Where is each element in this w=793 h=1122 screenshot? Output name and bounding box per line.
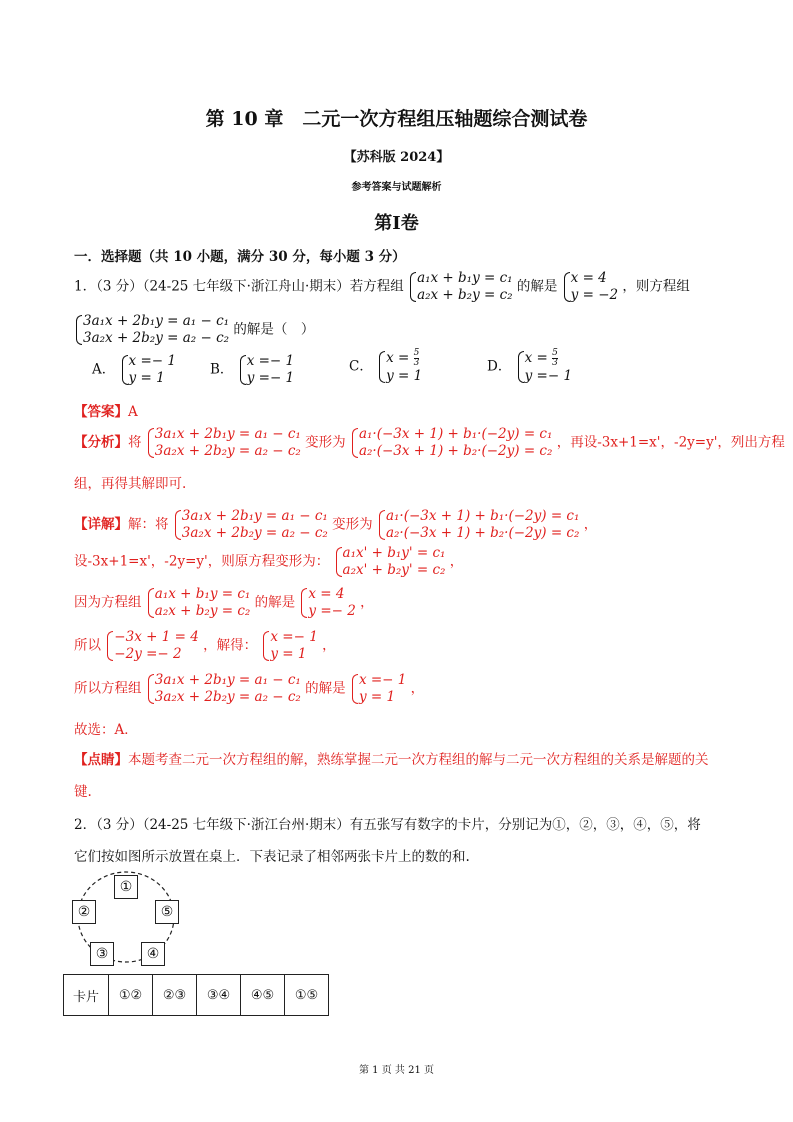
card-4: ④ xyxy=(141,942,165,966)
table-cell: ①⑤ xyxy=(285,975,329,1016)
card-5: ⑤ xyxy=(155,900,179,924)
choice-a: A． x =− 1 y = 1 xyxy=(92,353,176,386)
table-cell: ③④ xyxy=(197,975,241,1016)
answer-line: 【答案】A xyxy=(74,404,138,420)
detail-so: 所以 −3x + 1 = 4 −2y =− 2 ，解得： x =− 1 y = 1 ， xyxy=(74,629,336,662)
q1-stem-line2: 3a₁x + 2b₁y = a₁ − c₁ 3a₂x + 2b₂y = a₂ − c₂ 的解是（ ） xyxy=(74,313,314,347)
detail-substitution: 设-3x+1=x'，-2y=y'，则原方程变形为： a₁x' + b₁y' = c₁ a₂x' + b₂y' = c₂ ， xyxy=(74,545,464,578)
q1-target-system: 3a₁x + 2b₁y = a₁ − c₁ 3a₂x + 2b₂y = a₂ − c₂ xyxy=(74,313,229,347)
volume-heading: 第Ⅰ卷 xyxy=(374,213,419,234)
q1-stem-line1: 1．（3 分）（24-25 七年级下·浙江舟山·期末）若方程组 a₁x + b₁y = c₁ a₂x + b₂y = c₂ 的解是 x = 4 y = −2 ，则方程组 xyxy=(74,270,690,303)
card-sum-table xyxy=(63,974,329,1016)
section-heading: 一．选择题（共 10 小题，满分 30 分，每小题 3 分） xyxy=(74,249,406,265)
card-2: ② xyxy=(72,900,96,924)
analysis-line1: 【分析】将 3a₁x + 2b₁y = a₁ − c₁ 3a₂x + 2b₂y = a₂ − c₂ 变形为 a₁·(−3x + 1) + b₁·(−2y) = c₁ a₂·(−3x + 1) + b₂·(−2y) = c₂ ，再设-3x+1=x'，-2y=y'，列出方程 xyxy=(74,426,785,459)
page-title: 第 10 章 二元一次方程组压轴题综合测试卷 xyxy=(205,108,588,130)
comment-line2: 键. xyxy=(74,784,92,800)
comment-line1: 【点睛】本题考查二元一次方程组的解，熟练掌握二元一次方程组的解与二元一次方程组的关系是解题的关 xyxy=(74,752,709,768)
card-3: ③ xyxy=(90,942,114,966)
q1-given-solution: x = 4 y = −2 xyxy=(562,270,618,304)
table-cell: ②③ xyxy=(153,975,197,1016)
q2-stem-line1: 2．（3 分）（24-25 七年级下·浙江台州·期末）有五张写有数字的卡片，分别记为①，②，③，④，⑤，将 xyxy=(74,817,701,833)
detail-because: 因为方程组 a₁x + b₁y = c₁ a₂x + b₂y = c₂ 的解是 x = 4 y =− 2 ， xyxy=(74,586,374,619)
detail-line1: 【详解】解：将 3a₁x + 2b₁y = a₁ − c₁ 3a₂x + 2b₂y = a₂ − c₂ 变形为 a₁·(−3x + 1) + b₁·(−2y) = c₁ a₂·(−3x + 1) + b₂·(−2y) = c₂ ， xyxy=(74,508,598,541)
choice-c: C． x = $\frac{5}{3}$ y = 1 xyxy=(349,348,423,384)
edition-label: 【苏科版 2024】 xyxy=(343,150,450,165)
choice-b: B． x =− 1 y =− 1 xyxy=(210,353,295,386)
analysis-line2: 组，再得其解即可. xyxy=(74,476,187,492)
q1-given-system: a₁x + b₁y = c₁ a₂x + b₂y = c₂ xyxy=(408,270,513,304)
q2-stem-line2: 它们按如图所示放置在桌上．下表记录了相邻两张卡片上的数的和. xyxy=(74,849,470,865)
card-1: ① xyxy=(114,875,138,899)
table-cell: ①② xyxy=(109,975,153,1016)
subtitle: 参考答案与试题解析 xyxy=(351,182,442,193)
table-header-cell: 卡片 xyxy=(64,975,109,1016)
table-row xyxy=(64,975,329,1016)
detail-final: 所以方程组 3a₁x + 2b₁y = a₁ − c₁ 3a₂x + 2b₂y = a₂ − c₂ 的解是 x =− 1 y = 1 ， xyxy=(74,672,425,705)
detail-choose: 故选：A． xyxy=(74,722,138,738)
page-number: 第 1 页 共 21 页 xyxy=(359,1065,434,1076)
choice-d: D． x = $\frac{5}{3}$ y =− 1 xyxy=(487,348,573,384)
table-cell: ④⑤ xyxy=(241,975,285,1016)
